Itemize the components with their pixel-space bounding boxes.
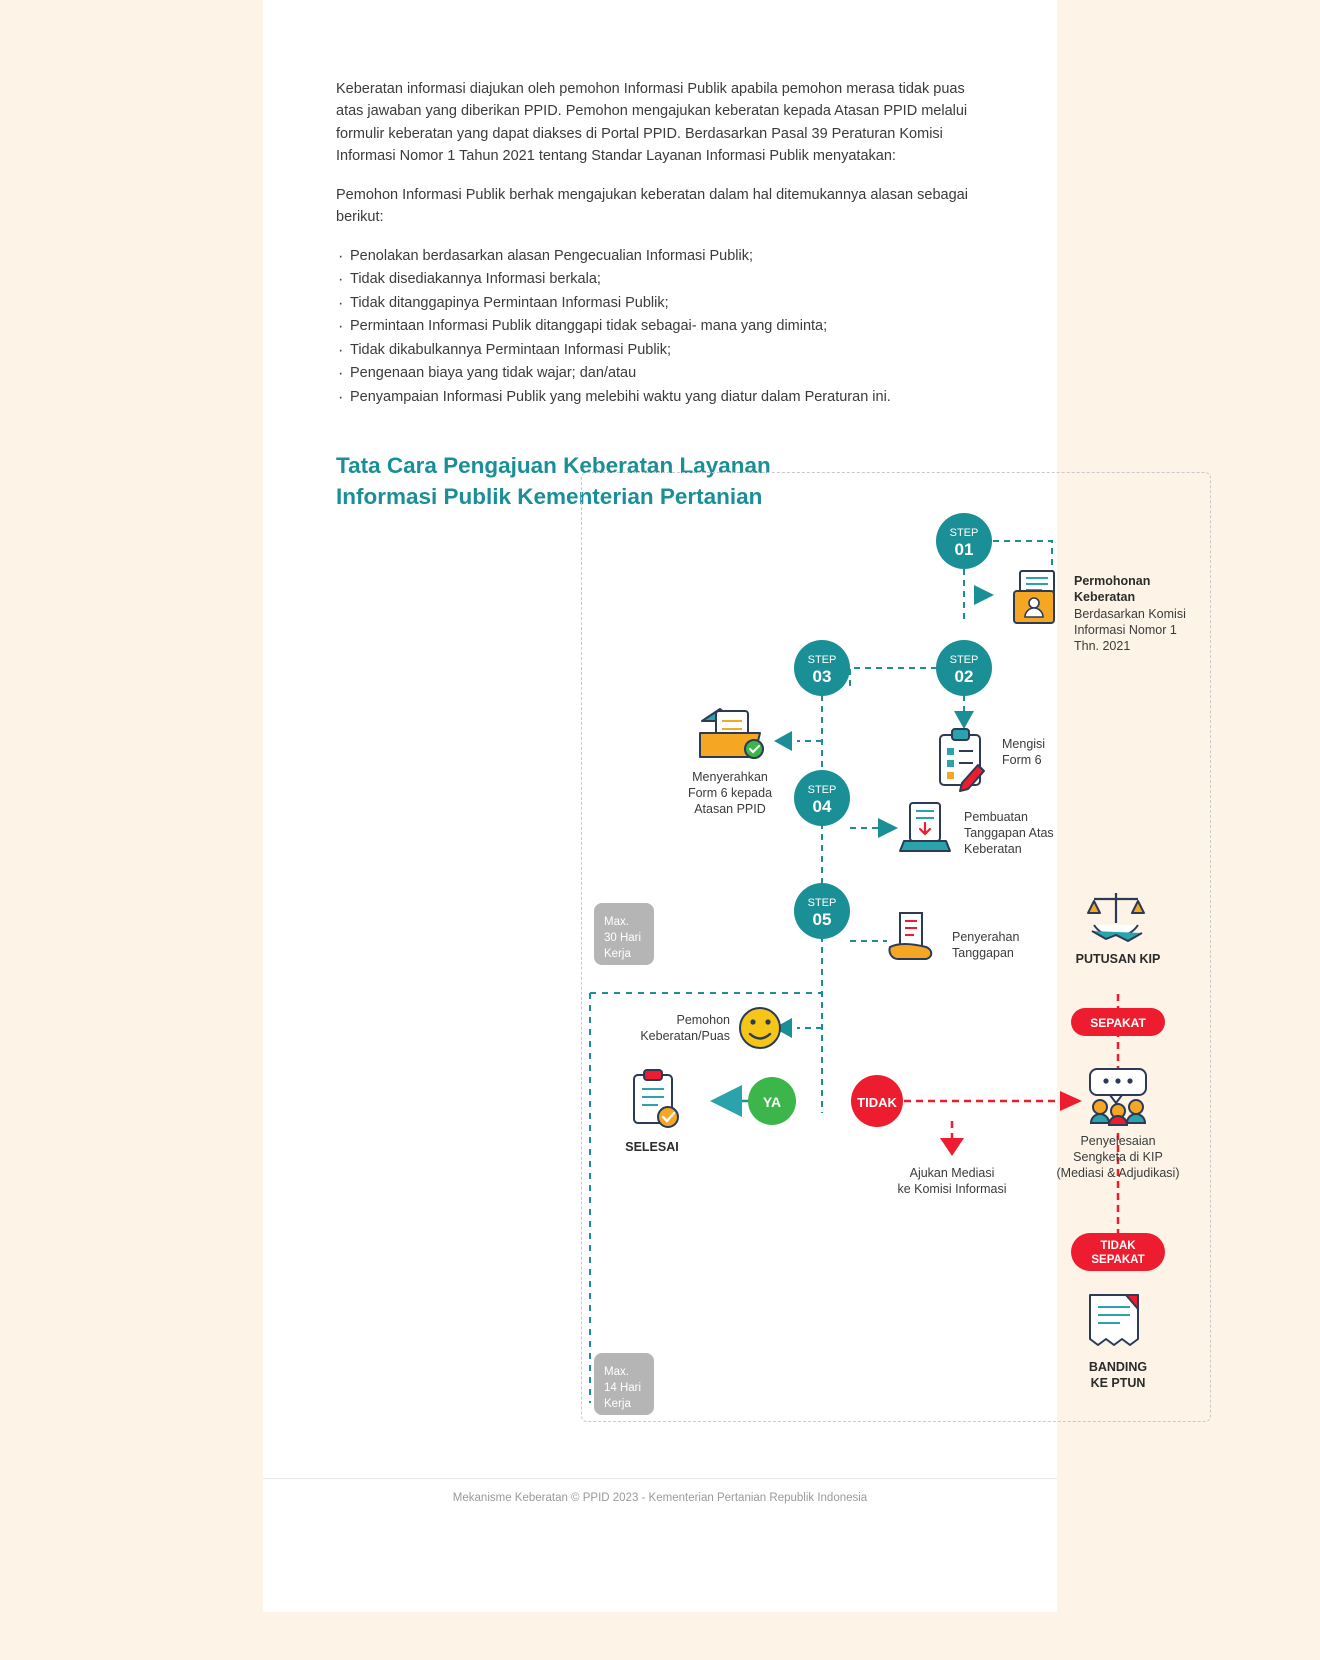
- step-05-word: STEP: [807, 897, 837, 909]
- svg-text:ke Komisi Informasi: ke Komisi Informasi: [897, 1182, 1007, 1196]
- list-item: · Permintaan Informasi Publik ditanggapi tidak sebagai- mana yang diminta;: [336, 315, 986, 338]
- penyerahan-tanggapan-label: [952, 930, 1019, 960]
- hand-document-icon: [889, 913, 931, 959]
- svg-text:Pemohon: Pemohon: [676, 1013, 730, 1027]
- svg-text:SEPAKAT: SEPAKAT: [1091, 1254, 1145, 1266]
- step-03-word: STEP: [807, 654, 837, 666]
- red-arrow-markers: [940, 1091, 1082, 1156]
- svg-text:Tanggapan: Tanggapan: [952, 946, 1014, 960]
- svg-text:Keberatan: Keberatan: [964, 842, 1022, 856]
- svg-text:Thn. 2021: Thn. 2021: [1074, 639, 1131, 653]
- footer-divider: [263, 1478, 1057, 1479]
- ajukan-mediasi-label: [897, 1166, 1006, 1196]
- paragraph-2: Pemohon Informasi Publik berhak mengajukan keberatan dalam hal ditemukannya alasan sebagai berikut:: [336, 186, 968, 226]
- selesai-label: SELESAI: [625, 1140, 679, 1154]
- penyelesaian-sengketa-label: [1057, 1134, 1180, 1180]
- list-item: · Tidak disediakannya Informasi berkala;: [336, 268, 986, 291]
- svg-text:Berdasarkan Komisi: Berdasarkan Komisi: [1074, 607, 1186, 621]
- legal-document-icon: [1090, 1295, 1138, 1345]
- step-03-num: 03: [812, 667, 832, 686]
- checklist-done-icon: [634, 1070, 678, 1127]
- mengisi-form6-label: [1002, 737, 1045, 767]
- step-04-num: 04: [812, 797, 832, 816]
- svg-text:Menyerahkan: Menyerahkan: [692, 770, 768, 784]
- footer-caption: Mekanisme Keberatan © PPID 2023 - Kementerian Pertanian Republik Indonesia: [452, 1492, 868, 1504]
- badge-tidak: [851, 1075, 903, 1127]
- svg-text:Max.: Max.: [604, 1366, 629, 1378]
- badge-tidak-sepakat: [1071, 1233, 1165, 1271]
- flowchart-svg: [582, 473, 1210, 1421]
- left-arrow-icon: [710, 1085, 742, 1117]
- svg-text:Sengketa di KIP: Sengketa di KIP: [1073, 1150, 1163, 1164]
- svg-text:Ajukan Mediasi: Ajukan Mediasi: [909, 1166, 995, 1180]
- document-text-block: [336, 78, 986, 512]
- paragraph-1: Keberatan informasi diajukan oleh pemohon Informasi Publik apabila pemohon merasa tidak puas atas jawaban yang diberikan PPID. Pemohon mengajukan keberatan kepada Atasan PPID melalui formulir keberatan yang dapat diakses di Portal PPID. Berdasarkan Pasal 39 Peraturan Komisi Informasi Nomor 1 Tahun 2021 tentang Standar Layanan Informasi Publik menyatakan:: [336, 81, 968, 165]
- step-badge-01: [936, 513, 992, 569]
- svg-text:Mengisi: Mengisi: [1002, 737, 1046, 751]
- svg-text:14 Hari: 14 Hari: [604, 1382, 642, 1394]
- pembuatan-tanggapan-label: [964, 810, 1054, 856]
- folder-document-check-icon: [700, 709, 763, 758]
- step-badge-03: [794, 640, 850, 696]
- laptop-document-icon: [900, 803, 950, 851]
- step-badge-04: [794, 770, 850, 826]
- menyerahkan-form6-label: [688, 770, 772, 816]
- page-title-line-2: Informasi Publik Kementerian Pertanian: [336, 483, 763, 509]
- svg-text:Atasan PPID: Atasan PPID: [694, 802, 766, 816]
- svg-text:Penyelesaian: Penyelesaian: [1080, 1134, 1156, 1148]
- svg-text:Penyerahan: Penyerahan: [952, 930, 1020, 944]
- step-05-num: 05: [812, 910, 832, 929]
- scales-handshake-icon: [1088, 893, 1144, 941]
- svg-text:Max.: Max.: [604, 916, 629, 928]
- page-title-line-1: Tata Cara Pengajuan Keberatan Layanan: [336, 453, 771, 479]
- svg-text:Informasi Nomor 1: Informasi Nomor 1: [1074, 623, 1177, 637]
- step-badge-02: [936, 640, 992, 696]
- badge-sepakat: [1071, 1008, 1165, 1036]
- pemohon-label: [640, 1013, 730, 1043]
- svg-text:Pembuatan: Pembuatan: [964, 810, 1028, 824]
- smiley-face-icon: [740, 1008, 780, 1048]
- banding-ptun-label: [1089, 1360, 1147, 1390]
- svg-text:SEPAKAT: SEPAKAT: [1090, 1016, 1146, 1030]
- reasons-list: [336, 245, 986, 409]
- putusan-kip-label: PUTUSAN KIP: [1075, 952, 1161, 966]
- list-item: · Tidak ditanggapinya Permintaan Informasi Publik;: [336, 292, 986, 315]
- documents-person-icon: [1014, 571, 1054, 623]
- svg-text:Kerja: Kerja: [604, 948, 631, 960]
- svg-text:BANDING: BANDING: [1088, 1360, 1148, 1374]
- step-02-word: STEP: [949, 654, 979, 666]
- svg-text:Form 6: Form 6: [1002, 753, 1042, 767]
- step-01-num: 01: [954, 540, 974, 559]
- step-04-word: STEP: [807, 784, 837, 796]
- svg-text:Form 6 kepada: Form 6 kepada: [687, 786, 773, 800]
- svg-text:Kerja: Kerja: [604, 1398, 631, 1410]
- list-item: · Tidak dikabulkannya Permintaan Informasi Publik;: [336, 339, 986, 362]
- svg-text:TIDAK: TIDAK: [857, 1095, 897, 1110]
- list-item: · Penyampaian Informasi Publik yang melebihi waktu yang diatur dalam Peraturan ini.: [336, 386, 986, 409]
- step-01-word: STEP: [949, 527, 979, 539]
- step-badge-05: [794, 883, 850, 939]
- step-02-num: 02: [954, 667, 974, 686]
- svg-text:TIDAK: TIDAK: [1100, 1240, 1136, 1252]
- svg-text:Keberatan/Puas: Keberatan/Puas: [640, 1029, 730, 1043]
- list-item: · Penolakan berdasarkan alasan Pengecualian Informasi Publik;: [336, 245, 986, 268]
- timebox-30-hari: [594, 903, 654, 965]
- svg-text:30 Hari: 30 Hari: [604, 932, 642, 944]
- svg-text:Permohonan: Permohonan: [1074, 574, 1151, 588]
- flowchart-container: [581, 472, 1211, 1422]
- badge-ya: [748, 1077, 796, 1125]
- svg-text:Tanggapan Atas: Tanggapan Atas: [964, 826, 1054, 840]
- timebox-14-hari: [594, 1353, 654, 1415]
- svg-text:YA: YA: [762, 1094, 782, 1110]
- svg-text:Keberatan: Keberatan: [1074, 590, 1136, 604]
- document-sheet: [263, 0, 1186, 1612]
- list-item: · Pengenaan biaya yang tidak wajar; dan/atau: [336, 362, 986, 385]
- clipboard-pencil-icon: [940, 729, 984, 791]
- svg-text:(Mediasi & Adjudikasi): (Mediasi & Adjudikasi): [1056, 1166, 1180, 1180]
- svg-text:KE PTUN: KE PTUN: [1090, 1376, 1146, 1390]
- mediation-people-icon: [1090, 1069, 1146, 1125]
- permohonan-keberatan-label: [1074, 574, 1186, 653]
